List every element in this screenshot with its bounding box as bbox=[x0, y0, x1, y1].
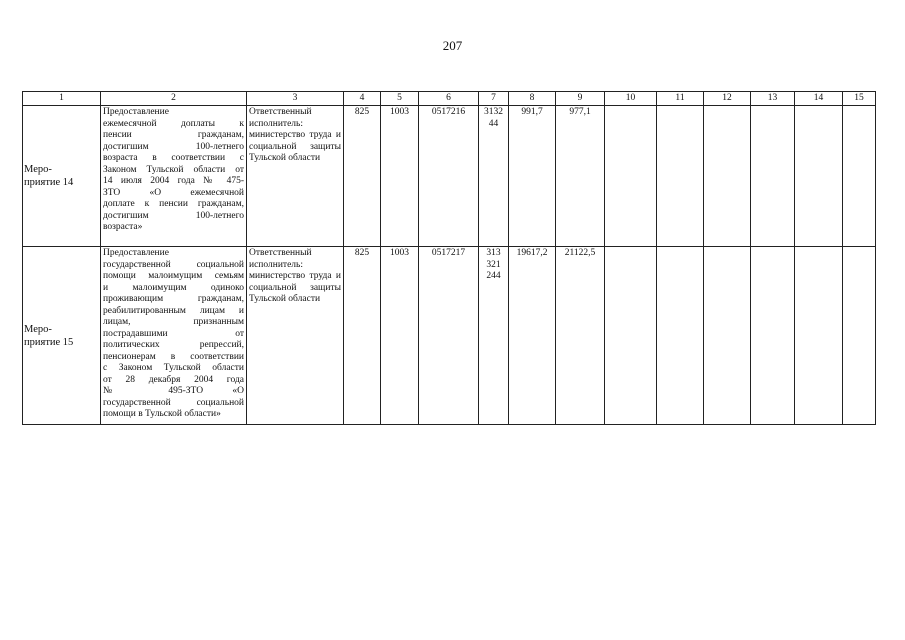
cell-col6: 0517216 bbox=[419, 106, 479, 247]
description-line: ЗТО «О ежемесячной bbox=[103, 187, 244, 198]
description-cell bbox=[101, 247, 247, 425]
column-header: 14 bbox=[795, 92, 843, 106]
description-line: государственной социальной bbox=[103, 259, 244, 270]
description-line: 14 июля 2004 года № 475- bbox=[103, 176, 244, 186]
description-line: и малоимущим одиноко bbox=[103, 282, 244, 293]
description-line: пострадавшими от bbox=[103, 328, 244, 339]
cell-col10 bbox=[605, 247, 657, 425]
description-line: возраста в соответствии с bbox=[103, 153, 244, 163]
cell-col5: 1003 bbox=[381, 247, 419, 425]
column-header: 8 bbox=[509, 92, 556, 106]
column-header: 12 bbox=[704, 92, 751, 106]
cell-col8: 991,7 bbox=[509, 106, 556, 247]
column-header: 3 bbox=[247, 92, 344, 106]
cell-col15 bbox=[843, 106, 876, 247]
row-label bbox=[23, 106, 101, 247]
cell-col12 bbox=[704, 106, 751, 247]
cell-col14 bbox=[795, 247, 843, 425]
description-line: политических репрессий, bbox=[103, 340, 244, 350]
description-line: помощи малоимущим семьям bbox=[103, 271, 244, 281]
description-line: помощи в Тульской области» bbox=[103, 409, 221, 419]
description-line: Предоставление bbox=[103, 248, 169, 258]
description-line: возраста» bbox=[103, 222, 143, 232]
cell-col4: 825 bbox=[344, 247, 381, 425]
page-number: 207 bbox=[442, 38, 463, 53]
cell-col7: 3132 44 bbox=[479, 106, 509, 247]
description-line: лицам, признанным bbox=[103, 317, 244, 327]
description-line: государственной социальной bbox=[103, 397, 244, 408]
column-header: 4 bbox=[344, 92, 381, 106]
cell-col13 bbox=[751, 106, 795, 247]
column-header: 1 bbox=[23, 92, 101, 106]
executor-cell: Ответственный исполнитель: министерство труда и социальной защиты Тульской области bbox=[247, 247, 344, 425]
cell-col5: 1003 bbox=[381, 106, 419, 247]
cell-col6: 0517217 bbox=[419, 247, 479, 425]
column-header: 11 bbox=[657, 92, 704, 106]
executor-cell: Ответственный исполнитель: министерство труда и социальной защиты Тульской области bbox=[247, 106, 344, 247]
cell-col10 bbox=[605, 106, 657, 247]
table-row bbox=[23, 106, 876, 247]
column-header: 2 bbox=[101, 92, 247, 106]
description-cell bbox=[101, 106, 247, 247]
cell-col4: 825 bbox=[344, 106, 381, 247]
column-header: 9 bbox=[556, 92, 605, 106]
description-line: реабилитированным лицам и bbox=[103, 305, 244, 316]
cell-col13 bbox=[751, 247, 795, 425]
description-line: проживающим гражданам, bbox=[103, 294, 244, 304]
row-label-text: Меро- приятие 15 bbox=[24, 323, 74, 348]
cell-col8: 19617,2 bbox=[509, 247, 556, 425]
description-line: Предоставление bbox=[103, 107, 169, 117]
cell-col11 bbox=[657, 106, 704, 247]
description-line: достигшим 100-летнего bbox=[103, 141, 244, 152]
program-table bbox=[22, 91, 876, 425]
description-line: Законом Тульской области от bbox=[103, 164, 244, 175]
column-header: 13 bbox=[751, 92, 795, 106]
description-line: ежемесячной доплаты к bbox=[103, 118, 244, 129]
description-line: доплате к пенсии гражданам, bbox=[103, 199, 244, 209]
cell-col9: 21122,5 bbox=[556, 247, 605, 425]
column-header: 5 bbox=[381, 92, 419, 106]
column-header: 10 bbox=[605, 92, 657, 106]
table-row bbox=[23, 247, 876, 425]
description-line: пенсионерам в соответствии bbox=[103, 351, 244, 362]
column-header: 6 bbox=[419, 92, 479, 106]
description-line: достигшим 100-летнего bbox=[103, 210, 244, 221]
row-label-text: Меро- приятие 14 bbox=[24, 164, 74, 188]
cell-col9: 977,1 bbox=[556, 106, 605, 247]
cell-col15 bbox=[843, 247, 876, 425]
description-line: от 28 декабря 2004 года bbox=[103, 374, 244, 385]
description-line: пенсии гражданам, bbox=[103, 130, 244, 140]
cell-col11 bbox=[657, 247, 704, 425]
column-header: 15 bbox=[843, 92, 876, 106]
header-row bbox=[23, 92, 876, 106]
description-line: с Законом Тульской области bbox=[103, 363, 244, 373]
row-label bbox=[23, 247, 101, 425]
description-line: № 495-ЗТО «О bbox=[103, 386, 244, 396]
cell-col12 bbox=[704, 247, 751, 425]
cell-col7: 313 321 244 bbox=[479, 247, 509, 425]
column-header: 7 bbox=[479, 92, 509, 106]
cell-col14 bbox=[795, 106, 843, 247]
